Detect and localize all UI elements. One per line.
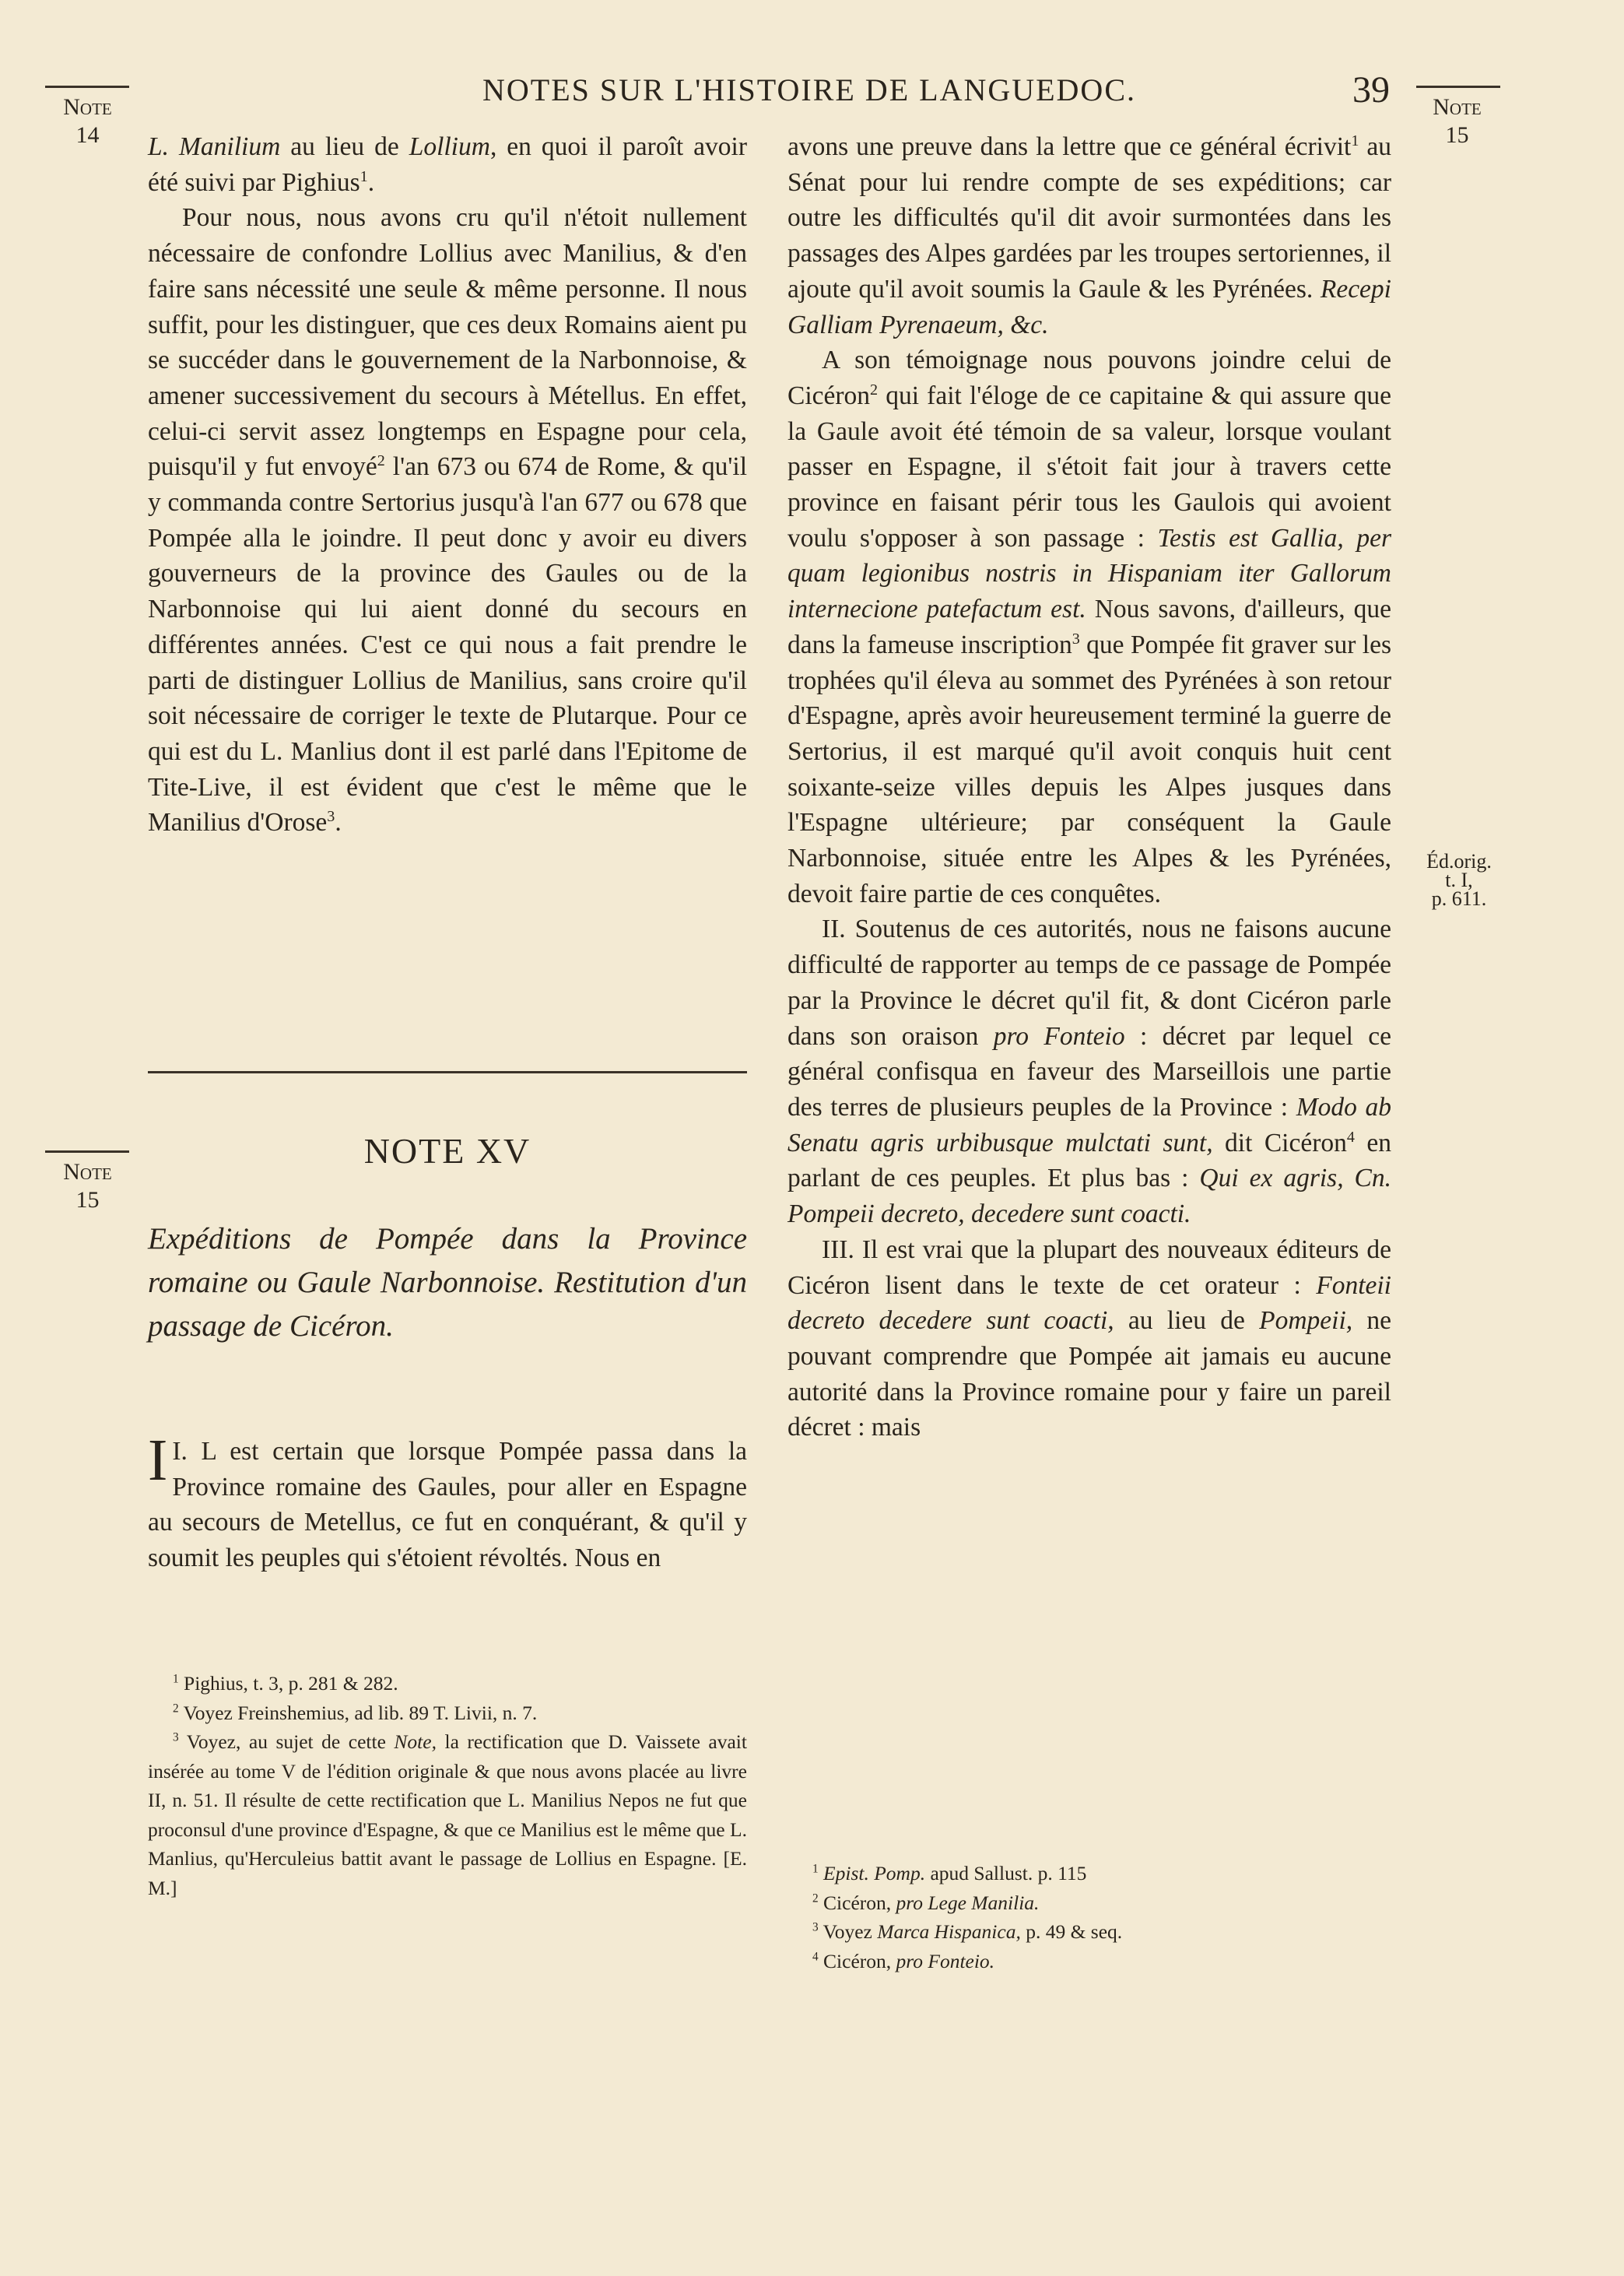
text: dit Cicéron: [1212, 1128, 1347, 1157]
paragraph: [787, 129, 1391, 342]
text: avons une preuve dans la lettre que ce général écrivit: [787, 132, 1352, 161]
text: apud Sallust. p. 115: [925, 1862, 1087, 1884]
margin-note-right-top: [1412, 93, 1502, 149]
text: II. Soutenus de ces autorités, nous ne faisons aucune difficulté de rapporter au temps de ce passage de Pompée par la Province le décret qu'il fit, & dont Cicéron parle dans son oraison: [787, 915, 1391, 1051]
text: Pighius, t. 3, p. 281 & 282.: [178, 1672, 398, 1695]
margin-note-number: 14: [75, 122, 100, 148]
text: au lieu de: [280, 132, 409, 161]
text: au lieu de: [1114, 1306, 1260, 1336]
ref-line: t. I,: [1445, 869, 1473, 891]
footnote: [148, 1669, 747, 1698]
paragraph: [787, 342, 1391, 911]
text: Pour nous, nous avons cru qu'il n'étoit nullement nécessaire de confondre Lollius avec Manilius, & d'en faire sans nécessité une seule & même personne. Il nous suffit, pour les distinguer, que ces deux Romains aient pu se succéder dans le gouvernement de la Narbonnoise, & amener successivement du secours à Métellus. En effet, celui-ci servit assez longtemps en Espagne pour cela, puisqu'il y fut envoyé: [148, 203, 747, 482]
footnote: [787, 1947, 1391, 1976]
paragraph: [787, 911, 1391, 1231]
paragraph: [148, 1428, 748, 1576]
text: III. Il est vrai que la plupart des nouveaux éditeurs de Cicéron lisent dans le texte de cet orateur :: [787, 1235, 1391, 1300]
margin-rule-left-top: [45, 86, 129, 88]
italic-text: Testis est Gallia, per quam legionibus nostris in Hispaniam iter Gallorum internecione patefactum est.: [787, 523, 1391, 624]
footnote-mark: 2: [870, 381, 879, 399]
italic-text: pro Fonteio.: [896, 1949, 995, 1972]
margin-note-left-mid: [43, 1158, 132, 1214]
italic-text: Epist. Pomp.: [823, 1862, 926, 1884]
margin-note-label: Note: [63, 94, 112, 120]
page-number: 39: [1352, 69, 1390, 111]
footnote-mark: 4: [1346, 1128, 1355, 1146]
text: Cicéron,: [818, 1949, 896, 1972]
italic-text: Modo ab Senatu agris urbibusque mulctati sunt,: [787, 1092, 1391, 1157]
footnote-mark: 2: [173, 1702, 179, 1715]
italic-text: Recepi Galliam Pyrenaeum, &c.: [787, 274, 1391, 339]
paragraph: [148, 129, 747, 200]
ref-line: p. 611.: [1431, 887, 1487, 910]
ref-line: Éd.orig.: [1426, 850, 1492, 873]
italic-text: pro Lege Manilia.: [896, 1891, 1040, 1914]
text: qui fait l'éloge de ce capitaine & qui assure que la Gaule avoit été témoin de sa valeur, lorsque voulant passer en Espagne, il s'étoit fait jour à travers cette province en faisant périr tous les Gaulois qui avoient voulu s'opposer à son passage :: [787, 381, 1391, 553]
italic-text: Qui ex agris, Cn. Pompeii decreto, decedere sunt coacti.: [787, 1164, 1392, 1229]
margin-note-label: Note: [63, 1159, 112, 1185]
footnote-mark: 3: [1072, 630, 1080, 648]
margin-original-edition-ref: [1401, 852, 1517, 908]
text: A son témoignage nous pouvons joindre celui de Cicéron: [787, 346, 1391, 410]
text: en parlant de ces peuples. Et plus bas :: [787, 1128, 1391, 1193]
left-column-top: [148, 129, 747, 841]
text: ne pouvant comprendre que Pompée ait jamais eu aucune autorité dans la Province romaine pour y faire un pareil décret : mais: [787, 1306, 1391, 1442]
text: au Sénat pour lui rendre compte de ses expéditions; car outre les difficultés qu'il dit avoir surmontées dans les passages des Alpes gardées par les troupes sertoriennes, il ajoute qu'il avoit soumis la Gaule & les Pyrénées.: [787, 132, 1391, 304]
text: Voyez Freinshemius, ad lib. 89 T. Livii, n. 7.: [178, 1701, 538, 1724]
margin-note-left-top: [43, 93, 132, 149]
footnote: [787, 1859, 1391, 1888]
text: Nous savons, d'ailleurs, que dans la fameuse inscription: [787, 595, 1391, 659]
italic-text: Lollium: [409, 132, 490, 161]
italic-text: pro Fonteio: [993, 1021, 1125, 1051]
footnote: [787, 1888, 1391, 1918]
footnote-mark: 1: [1351, 132, 1359, 149]
text: .: [335, 808, 342, 838]
italic-text: Fonteii decreto decedere sunt coacti,: [787, 1270, 1391, 1336]
footnote-mark: 1: [360, 167, 368, 185]
italic-text: Marca Hispanica,: [877, 1920, 1021, 1943]
italic-text: Pompeii,: [1259, 1306, 1353, 1336]
italic-text: L. Manilium: [148, 132, 281, 161]
margin-rule-right-top: [1416, 86, 1500, 88]
drop-cap: I: [148, 1428, 168, 1493]
text: la rectification que D. Vaissete avait insérée au tome V de l'édition originale & que nous avons placée au livre II, n. 51. Il résulte de cette rectification que L. Manilius Nepos ne fut que proconsul d'une province d'Espagne, & que ce Manilius est le même que L. Manlius, qu'Herculeius battit avant le passage de Lollius en Espagne. [E. M.]: [148, 1730, 747, 1899]
right-footnotes: [787, 1859, 1391, 1976]
right-column: [787, 129, 1391, 1445]
footnote: [148, 1727, 747, 1902]
footnote-mark: 2: [377, 452, 385, 470]
text: : décret par lequel ce général confisqua en faveur des Marseillois une partie des terres de plusieurs peuples de la Province :: [787, 1021, 1391, 1122]
margin-note-label: Note: [1433, 94, 1482, 120]
paragraph: [148, 200, 747, 841]
text: l'an 673 ou 674 de Rome, & qu'il y commanda contre Sertorius jusqu'à l'an 677 ou 678 que Pompée alla le joindre. Il peut donc y avoir eu divers gouverneurs de la province des Gaules ou de la Narbonnoise qui lui aient donné du secours en différentes années. C'est ce qui nous a fait prendre le parti de distinguer Lollius de Manilius, sans croire qu'il soit nécessaire de corriger le texte de Plutarque. Pour ce qui est du L. Manlius dont il est parlé dans l'Epitome de Tite-Live, il est évident que c'est le même que le Manilius d'Orose: [148, 452, 747, 838]
margin-note-number: 15: [75, 1187, 100, 1213]
text: p. 49 & seq.: [1020, 1920, 1123, 1943]
text: Cicéron,: [818, 1891, 896, 1914]
section-number: I.: [172, 1437, 202, 1466]
text: Voyez, au sujet de cette: [178, 1730, 395, 1753]
left-footnotes: [148, 1669, 747, 1902]
italic-text: Note,: [394, 1730, 437, 1753]
running-header: NOTES SUR L'HISTOIRE DE LANGUEDOC.: [482, 72, 1136, 107]
section-divider: [148, 1071, 747, 1073]
footnote-mark: 3: [173, 1730, 179, 1744]
text: que Pompée fit graver sur les trophées qu'il éleva au sommet des Pyrénées à son retour d'Espagne, après avoir heureusement terminé la guerre de Sertorius, il est marqué qu'il avoit conquis huit cent soixante-seize villes depuis les Alpes jusques dans l'Espagne ultérieure; par conséquent la Gaule Narbonnoise, située entre les Alpes & les Pyrénées, devoit faire partie de ces conquêtes.: [787, 630, 1391, 908]
footnote-mark: 1: [812, 1862, 819, 1876]
text: .: [367, 167, 375, 197]
text: L est certain que lorsque Pompée passa dans la Province romaine des Gaules, pour aller en Espagne au secours de Metellus, ce fut en conquérant, & qu'il y soumit les peuples qui s'étoient révoltés. Nous en: [148, 1437, 748, 1573]
text: , en quoi il paroît avoir été suivi par Pighius: [148, 132, 747, 197]
footnote-mark: 3: [812, 1920, 819, 1934]
note-subtitle: Expéditions de Pompée dans la Province romaine ou Gaule Narbonnoise. Restitution d'un passage de Cicéron.: [148, 1222, 747, 1343]
footnote-mark: 2: [812, 1891, 819, 1905]
margin-rule-left-mid: [45, 1150, 129, 1153]
paragraph: [787, 1232, 1391, 1445]
note-heading: NOTE XV: [363, 1131, 531, 1171]
footnote-mark: 3: [327, 808, 335, 826]
footnote: [148, 1698, 747, 1728]
margin-note-number: 15: [1445, 122, 1469, 148]
left-column-body: [148, 1428, 748, 1576]
text: Voyez: [818, 1920, 878, 1943]
footnote-mark: 4: [812, 1950, 819, 1963]
footnote: [787, 1917, 1391, 1947]
footnote-mark: 1: [173, 1672, 179, 1686]
